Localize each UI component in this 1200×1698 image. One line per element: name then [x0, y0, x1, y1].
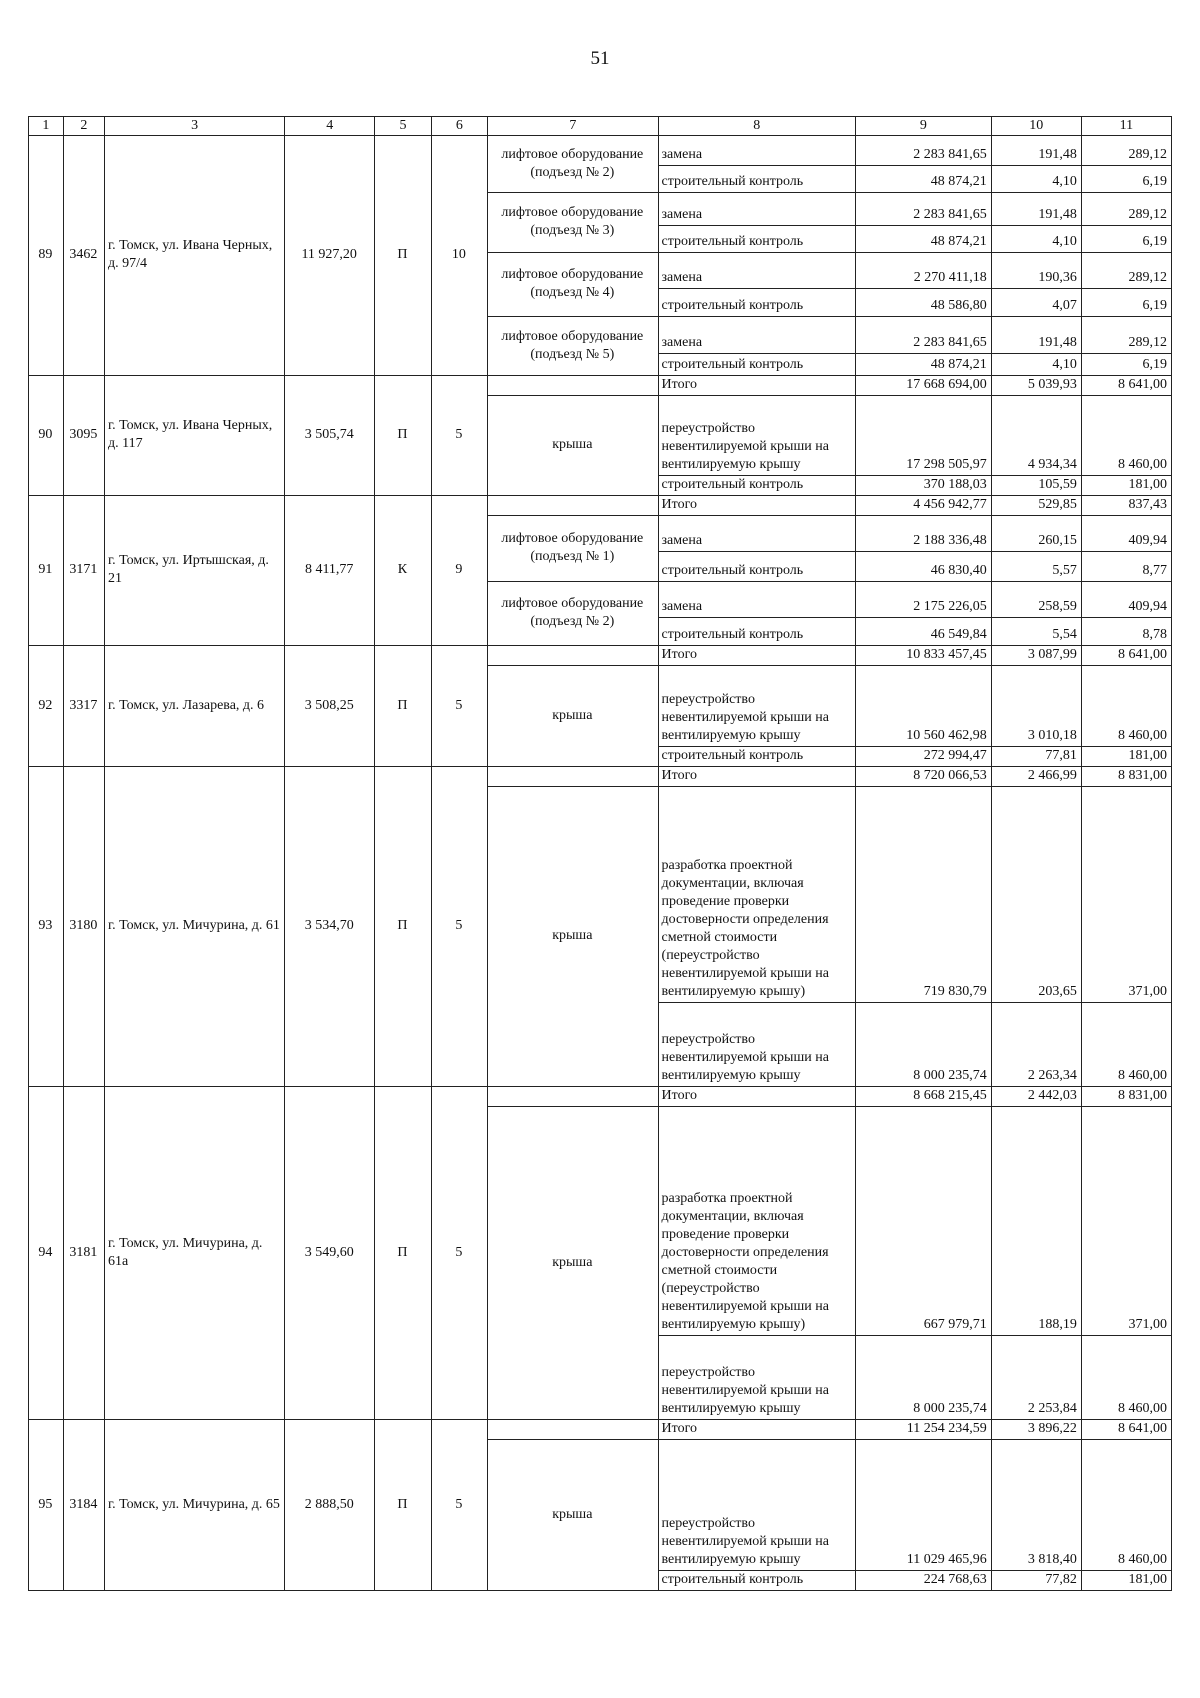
cost-limit: 181,00	[1081, 747, 1171, 767]
work-cost: 46 549,84	[856, 618, 992, 646]
structural-element: лифтовое оборудование (подъезд № 2)	[488, 582, 658, 646]
house-address: г. Томск, ул. Мичурина, д. 61	[104, 767, 284, 1087]
house-area: 3 534,70	[285, 767, 375, 1087]
column-number: 10	[991, 117, 1081, 136]
column-number: 9	[856, 117, 992, 136]
work-cost: 719 830,79	[856, 787, 992, 1003]
total-limit: 8 641,00	[1081, 376, 1171, 396]
column-number: 3	[104, 117, 284, 136]
structural-element: лифтовое оборудование (подъезд № 2)	[488, 136, 658, 193]
column-number: 5	[375, 117, 431, 136]
total-limit: 8 641,00	[1081, 1420, 1171, 1440]
work-cost: 2 283 841,65	[856, 136, 992, 166]
column-number: 1	[29, 117, 64, 136]
cost-per-m2: 3 818,40	[991, 1440, 1081, 1571]
work-type: строительный контроль	[658, 476, 856, 496]
structural-element: лифтовое оборудование (подъезд № 5)	[488, 317, 658, 376]
work-type: разработка проектной документации, включая проведение проверки достоверности определения сметной стоимости (переустройство невентилируемой крыши на вентилируемую крышу)	[658, 1107, 856, 1336]
total-per-m2: 5 039,93	[991, 376, 1081, 396]
house-area: 2 888,50	[285, 1420, 375, 1591]
house-code: 3317	[63, 646, 104, 767]
cost-limit: 289,12	[1081, 317, 1171, 354]
work-type: замена	[658, 253, 856, 289]
cost-per-m2: 5,57	[991, 552, 1081, 582]
cost-limit: 6,19	[1081, 166, 1171, 193]
work-cost: 2 188 336,48	[856, 516, 992, 552]
cost-per-m2: 203,65	[991, 787, 1081, 1003]
work-type: строительный контроль	[658, 1571, 856, 1591]
total-limit: 8 831,00	[1081, 767, 1171, 787]
wall-material: П	[375, 646, 431, 767]
empty-cell	[488, 646, 658, 666]
cost-limit: 181,00	[1081, 476, 1171, 496]
page-number: 51	[590, 48, 610, 69]
total-label: Итого	[658, 767, 856, 787]
work-type: замена	[658, 136, 856, 166]
row-number: 89	[29, 136, 64, 376]
work-type: строительный контроль	[658, 354, 856, 376]
wall-material: П	[375, 767, 431, 1087]
work-type: замена	[658, 193, 856, 226]
floors-count: 5	[431, 767, 487, 1087]
floors-count: 5	[431, 1420, 487, 1591]
work-type: строительный контроль	[658, 289, 856, 317]
work-cost: 224 768,63	[856, 1571, 992, 1591]
total-row	[29, 376, 1172, 396]
work-type: переустройство невентилируемой крыши на вентилируемую крышу	[658, 1336, 856, 1420]
total-limit: 837,43	[1081, 496, 1171, 516]
total-cost: 11 254 234,59	[856, 1420, 992, 1440]
work-cost: 2 283 841,65	[856, 193, 992, 226]
structural-element: крыша	[488, 1440, 658, 1591]
house-code: 3171	[63, 496, 104, 646]
floors-count: 9	[431, 496, 487, 646]
total-cost: 8 668 215,45	[856, 1087, 992, 1107]
wall-material: К	[375, 496, 431, 646]
row-number: 93	[29, 767, 64, 1087]
work-cost: 10 560 462,98	[856, 666, 992, 747]
work-type: строительный контроль	[658, 166, 856, 193]
floors-count: 10	[431, 136, 487, 376]
empty-cell	[488, 496, 658, 516]
work-type: разработка проектной документации, включая проведение проверки достоверности определения сметной стоимости (переустройство невентилируемой крыши на вентилируемую крышу)	[658, 787, 856, 1003]
empty-cell	[488, 1087, 658, 1107]
house-address: г. Томск, ул. Ивана Черных, д. 117	[104, 376, 284, 496]
house-code: 3184	[63, 1420, 104, 1591]
total-row	[29, 1087, 1172, 1107]
work-cost: 48 586,80	[856, 289, 992, 317]
work-type: переустройство невентилируемой крыши на вентилируемую крышу	[658, 396, 856, 476]
column-number: 2	[63, 117, 104, 136]
work-type: строительный контроль	[658, 226, 856, 253]
work-cost: 2 270 411,18	[856, 253, 992, 289]
work-cost: 8 000 235,74	[856, 1003, 992, 1087]
cost-per-m2: 258,59	[991, 582, 1081, 618]
work-type: замена	[658, 317, 856, 354]
cost-per-m2: 4,10	[991, 166, 1081, 193]
cost-limit: 289,12	[1081, 193, 1171, 226]
cost-per-m2: 77,82	[991, 1571, 1081, 1591]
house-area: 11 927,20	[285, 136, 375, 376]
cost-limit: 8 460,00	[1081, 1003, 1171, 1087]
work-cost: 8 000 235,74	[856, 1336, 992, 1420]
cost-limit: 409,94	[1081, 516, 1171, 552]
cost-per-m2: 188,19	[991, 1107, 1081, 1336]
column-number: 11	[1081, 117, 1171, 136]
row-number: 90	[29, 376, 64, 496]
work-cost: 272 994,47	[856, 747, 992, 767]
house-address: г. Томск, ул. Ивана Черных, д. 97/4	[104, 136, 284, 376]
column-number: 4	[285, 117, 375, 136]
house-area: 3 508,25	[285, 646, 375, 767]
cost-limit: 8 460,00	[1081, 666, 1171, 747]
structural-element: лифтовое оборудование (подъезд № 4)	[488, 253, 658, 317]
column-number: 8	[658, 117, 856, 136]
empty-cell	[488, 1420, 658, 1440]
row-number: 95	[29, 1420, 64, 1591]
work-type: переустройство невентилируемой крыши на вентилируемую крышу	[658, 1003, 856, 1087]
total-per-m2: 3 087,99	[991, 646, 1081, 666]
total-label: Итого	[658, 1087, 856, 1107]
total-per-m2: 529,85	[991, 496, 1081, 516]
cost-limit: 181,00	[1081, 1571, 1171, 1591]
cost-limit: 371,00	[1081, 787, 1171, 1003]
cost-per-m2: 3 010,18	[991, 666, 1081, 747]
cost-per-m2: 191,48	[991, 136, 1081, 166]
house-code: 3181	[63, 1087, 104, 1420]
work-cost: 667 979,71	[856, 1107, 992, 1336]
cost-limit: 6,19	[1081, 226, 1171, 253]
house-address: г. Томск, ул. Мичурина, д. 65	[104, 1420, 284, 1591]
work-cost: 11 029 465,96	[856, 1440, 992, 1571]
work-type: переустройство невентилируемой крыши на вентилируемую крышу	[658, 666, 856, 747]
wall-material: П	[375, 376, 431, 496]
cost-per-m2: 191,48	[991, 193, 1081, 226]
floors-count: 5	[431, 646, 487, 767]
total-row	[29, 496, 1172, 516]
cost-per-m2: 2 253,84	[991, 1336, 1081, 1420]
wall-material: П	[375, 136, 431, 376]
total-row	[29, 646, 1172, 666]
cost-per-m2: 4,10	[991, 354, 1081, 376]
floors-count: 5	[431, 376, 487, 496]
row-number: 91	[29, 496, 64, 646]
row-number: 94	[29, 1087, 64, 1420]
house-code: 3095	[63, 376, 104, 496]
column-number: 7	[488, 117, 658, 136]
total-per-m2: 2 466,99	[991, 767, 1081, 787]
total-cost: 8 720 066,53	[856, 767, 992, 787]
house-area: 8 411,77	[285, 496, 375, 646]
total-row	[29, 767, 1172, 787]
work-type: замена	[658, 582, 856, 618]
work-cost: 2 175 226,05	[856, 582, 992, 618]
cost-per-m2: 105,59	[991, 476, 1081, 496]
work-cost: 48 874,21	[856, 354, 992, 376]
structural-element: лифтовое оборудование (подъезд № 1)	[488, 516, 658, 582]
house-address: г. Томск, ул. Мичурина, д. 61а	[104, 1087, 284, 1420]
work-cost: 48 874,21	[856, 166, 992, 193]
cost-per-m2: 260,15	[991, 516, 1081, 552]
cost-limit: 8,77	[1081, 552, 1171, 582]
work-type: замена	[658, 516, 856, 552]
structural-element: крыша	[488, 396, 658, 496]
work-type: строительный контроль	[658, 747, 856, 767]
wall-material: П	[375, 1087, 431, 1420]
structural-element: крыша	[488, 1107, 658, 1420]
work-type: строительный контроль	[658, 618, 856, 646]
cost-limit: 8 460,00	[1081, 1336, 1171, 1420]
table-row	[29, 136, 1172, 166]
cost-limit: 8,78	[1081, 618, 1171, 646]
column-number: 6	[431, 117, 487, 136]
work-cost: 48 874,21	[856, 226, 992, 253]
total-per-m2: 3 896,22	[991, 1420, 1081, 1440]
structural-element: крыша	[488, 666, 658, 767]
total-limit: 8 831,00	[1081, 1087, 1171, 1107]
total-row	[29, 1420, 1172, 1440]
total-label: Итого	[658, 496, 856, 516]
cost-per-m2: 77,81	[991, 747, 1081, 767]
structural-element: крыша	[488, 787, 658, 1087]
structural-element: лифтовое оборудование (подъезд № 3)	[488, 193, 658, 253]
total-cost: 17 668 694,00	[856, 376, 992, 396]
total-label: Итого	[658, 376, 856, 396]
cost-limit: 8 460,00	[1081, 1440, 1171, 1571]
cost-limit: 289,12	[1081, 253, 1171, 289]
house-code: 3180	[63, 767, 104, 1087]
row-number: 92	[29, 646, 64, 767]
cost-per-m2: 191,48	[991, 317, 1081, 354]
total-label: Итого	[658, 1420, 856, 1440]
total-cost: 4 456 942,77	[856, 496, 992, 516]
cost-limit: 371,00	[1081, 1107, 1171, 1336]
house-area: 3 549,60	[285, 1087, 375, 1420]
work-cost: 370 188,03	[856, 476, 992, 496]
empty-cell	[488, 376, 658, 396]
house-area: 3 505,74	[285, 376, 375, 496]
total-limit: 8 641,00	[1081, 646, 1171, 666]
house-address: г. Томск, ул. Лазарева, д. 6	[104, 646, 284, 767]
work-cost: 46 830,40	[856, 552, 992, 582]
total-per-m2: 2 442,03	[991, 1087, 1081, 1107]
work-type: переустройство невентилируемой крыши на вентилируемую крышу	[658, 1440, 856, 1571]
cost-limit: 8 460,00	[1081, 396, 1171, 476]
column-number-row	[29, 117, 1172, 136]
cost-per-m2: 4,07	[991, 289, 1081, 317]
empty-cell	[488, 767, 658, 787]
work-type: строительный контроль	[658, 552, 856, 582]
cost-limit: 409,94	[1081, 582, 1171, 618]
total-cost: 10 833 457,45	[856, 646, 992, 666]
cost-per-m2: 2 263,34	[991, 1003, 1081, 1087]
wall-material: П	[375, 1420, 431, 1591]
work-cost: 2 283 841,65	[856, 317, 992, 354]
cost-limit: 6,19	[1081, 289, 1171, 317]
capital-repair-table	[28, 116, 1172, 1591]
cost-limit: 6,19	[1081, 354, 1171, 376]
house-code: 3462	[63, 136, 104, 376]
cost-per-m2: 4,10	[991, 226, 1081, 253]
cost-per-m2: 190,36	[991, 253, 1081, 289]
work-cost: 17 298 505,97	[856, 396, 992, 476]
house-address: г. Томск, ул. Иртышская, д. 21	[104, 496, 284, 646]
cost-limit: 289,12	[1081, 136, 1171, 166]
floors-count: 5	[431, 1087, 487, 1420]
total-label: Итого	[658, 646, 856, 666]
cost-per-m2: 5,54	[991, 618, 1081, 646]
cost-per-m2: 4 934,34	[991, 396, 1081, 476]
